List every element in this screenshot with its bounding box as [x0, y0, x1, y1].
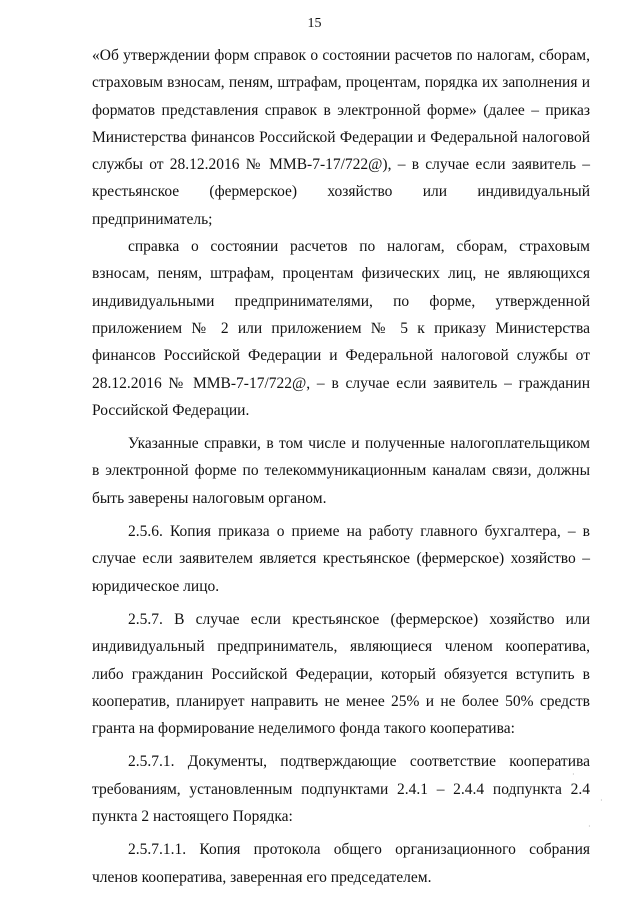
scan-speck: ·	[588, 822, 591, 831]
paragraph-7: 2.5.7.1.1. Копия протокола общего организационного собрания членов кооператива, заверенная его председателем.	[92, 841, 590, 886]
paragraph-4: 2.5.6. Копия приказа о приеме на работу главного бухгалтера, – в случае если заявителем является крестьянское (фермерское) хозяйство – юридическое лицо.	[92, 523, 590, 595]
paragraph-3: Указанные справки, в том числе и полученные налогоплательщиком в электронной форме по телекоммуникационным каналам связи, должны быть заверены налоговым органом.	[92, 435, 590, 507]
scan-speck: ·	[600, 796, 603, 805]
paragraph-6: 2.5.7.1. Документы, подтверждающие соответствие кооператива требованиям, установленным подпунктами 2.4.1 – 2.4.4 подпункта 2.4 пункта 2 настоящего Порядка:	[92, 753, 590, 826]
paragraph-5: 2.5.7. В случае если крестьянское (фермерское) хозяйство или индивидуальный предприниматель, являющиеся членом кооператива, либо гражданин Российской Федерации, который обязуется вступить в кооператив, планирует направить не менее 25% и не более 50% средств гранта на формирование неделимого фонда такого кооператива:	[92, 610, 590, 738]
document-body	[92, 42, 590, 891]
page-number: 15	[307, 16, 322, 31]
paragraph-2: справка о состоянии расчетов по налогам, сборам, страховым взносам, пеням, штрафам, процентам физических лиц, не являющихся индивидуальными предпринимателями, по форме, утвержденной приложением № 2 или приложением № 5 к приказу Министерства финансов Российской Федерации и Федеральной налоговой службы от 28.12.2016 № ММВ-7-17/722@, – в случае если заявитель – гражданин Российской Федерации.	[92, 238, 590, 419]
paragraph-1: «Об утверждении форм справок о состоянии расчетов по налогам, сборам, страховым взносам, пеням, штрафам, процентам, порядка их заполнения и форматов представления справок в электронной форме» (далее – приказ Министерства финансов Российской Федерации и Федеральной налоговой службы от 28.12.2016 № ММВ-7-17/722@), – в случае если заявитель – крестьянское (фермерское) хозяйство или индивидуальный предприниматель;	[92, 47, 590, 228]
scan-speck: ·	[572, 770, 575, 779]
